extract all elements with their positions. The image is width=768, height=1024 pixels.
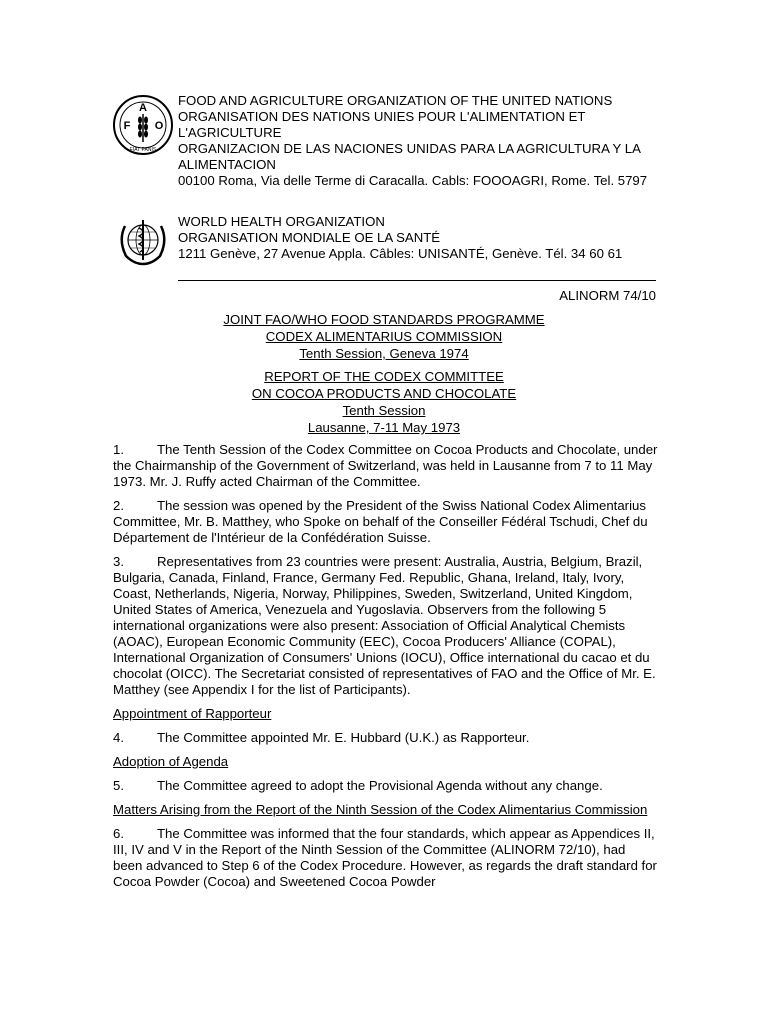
- paragraph-text: Representatives from 23 countries were present: Australia, Austria, Belgium, Brazil, Bulgaria, Canada, Finland, France, Germany Fed. Republic, Ghana, Ireland, Italy, Ivory, Coast, Netherlands, Nigeria, Norway, Philippines, Sweden, Switzerland, United Kingdom, United States of America, Venezuela and Yugoslavia. Observers from the following 5 international organizations were also present: Association of Official Analytical Chemists (AOAC), European Economic Community (EEC), Cocoa Producers' Alliance (COPAL), International Organization of Consumers' Unions (IOCU), Office international du cacao et du chocolat (OICC). The Secretariat consisted of representatives of FAO and the Office of Mr. E. Matthey (see Appendix I for the list of Participants).: [113, 554, 656, 697]
- who-name-en: WORLD HEALTH ORGANIZATION: [178, 214, 385, 229]
- report-line-4: Lausanne, 7-11 May 1973: [307, 420, 461, 435]
- fao-address: 00100 Roma, Via delle Terme di Caracalla. Cabls: FOOOAGRI, Rome. Tel. 5797: [178, 173, 648, 188]
- fao-logo-icon: [112, 94, 174, 156]
- fao-logo-letter-o: O: [154, 120, 164, 132]
- fao-logo-letter-f: F: [123, 120, 131, 132]
- fao-logo-motto: FIAT PANIS: [129, 147, 157, 153]
- report-line-2: ON COCOA PRODUCTS AND CHOCOLATE: [251, 386, 517, 401]
- paragraph-number: 2.: [113, 498, 124, 513]
- report-body: [113, 442, 658, 898]
- report-line-3: Tenth Session: [342, 403, 426, 418]
- paragraph-number: 5.: [113, 778, 124, 793]
- paragraph-text: The Committee appointed Mr. E. Hubbard (U.K.) as Rapporteur.: [157, 730, 530, 745]
- who-address: 1211 Genève, 27 Avenue Appla. Câbles: UNISANTÉ, Genève. Tél. 34 60 61: [178, 246, 623, 261]
- fao-name-es: ORGANIZACION DE LAS NACIONES UNIDAS PARA LA AGRICULTURA Y LA ALIMENTACION: [178, 141, 641, 172]
- paragraph-5: [113, 778, 658, 794]
- programme-line-3: Tenth Session, Geneva 1974: [299, 346, 469, 361]
- heading-matters-arising: Matters Arising from the Report of the Ninth Session of the Codex Alimentarius Commission: [113, 802, 648, 817]
- paragraph-text: The Tenth Session of the Codex Committee on Cocoa Products and Chocolate, under the Chairmanship of the Government of Switzerland, was held in Lausanne from 7 to 11 May 1973. Mr. J. Ruffy acted Chairman of the Committee.: [113, 442, 658, 489]
- fao-name-en: FOOD AND AGRICULTURE ORGANIZATION OF THE UNITED NATIONS: [178, 93, 613, 108]
- paragraph-number: 1.: [113, 442, 124, 457]
- heading-agenda: Adoption of Agenda: [113, 754, 229, 769]
- paragraph-number: 4.: [113, 730, 124, 745]
- paragraph-1: [113, 442, 658, 490]
- programme-title-block: [114, 311, 654, 362]
- programme-line-2: CODEX ALIMENTARIUS COMMISSION: [265, 329, 503, 344]
- paragraph-3: [113, 554, 658, 698]
- who-header: [178, 214, 658, 262]
- paragraph-text: The Committee agreed to adopt the Provisional Agenda without any change.: [157, 778, 603, 793]
- report-title-block: [114, 368, 654, 436]
- report-line-1: REPORT OF THE CODEX COMMITTEE: [264, 369, 504, 384]
- programme-line-1: JOINT FAO/WHO FOOD STANDARDS PROGRAMME: [223, 312, 545, 327]
- paragraph-text: The session was opened by the President of the Swiss National Codex Alimentarius Committee, Mr. B. Matthey, who Spoke on behalf of the Conseiller Fédéral Tschudi, Chef du Département de l'Intérieur de la Confédération Suisse.: [113, 498, 648, 545]
- fao-name-fr: ORGANISATION DES NATIONS UNIES POUR L'ALIMENTATION ET L'AGRICULTURE: [178, 109, 586, 140]
- paragraph-4: [113, 730, 658, 746]
- who-logo-icon: [112, 214, 174, 270]
- document-reference: ALINORM 74/10: [559, 288, 656, 303]
- paragraph-2: [113, 498, 658, 546]
- paragraph-number: 6.: [113, 826, 124, 841]
- paragraph-text: The Committee was informed that the four standards, which appear as Appendices II, III, IV and V in the Report of the Ninth Session of the Committee (ALINORM 72/10), had been advanced to Step 6 of the Codex Procedure. However, as regards the draft standard for Cocoa Powder (Cocoa) and Sweetened Cocoa Powder: [113, 826, 657, 889]
- paragraph-number: 3.: [113, 554, 124, 569]
- fao-header: [178, 93, 658, 189]
- header-divider: [178, 280, 656, 281]
- heading-rapporteur: Appointment of Rapporteur: [113, 706, 272, 721]
- who-name-fr: ORGANISATION MONDIALE OE LA SANTÉ: [178, 230, 441, 245]
- paragraph-6: [113, 826, 658, 890]
- fao-logo-letter-a: A: [139, 102, 147, 114]
